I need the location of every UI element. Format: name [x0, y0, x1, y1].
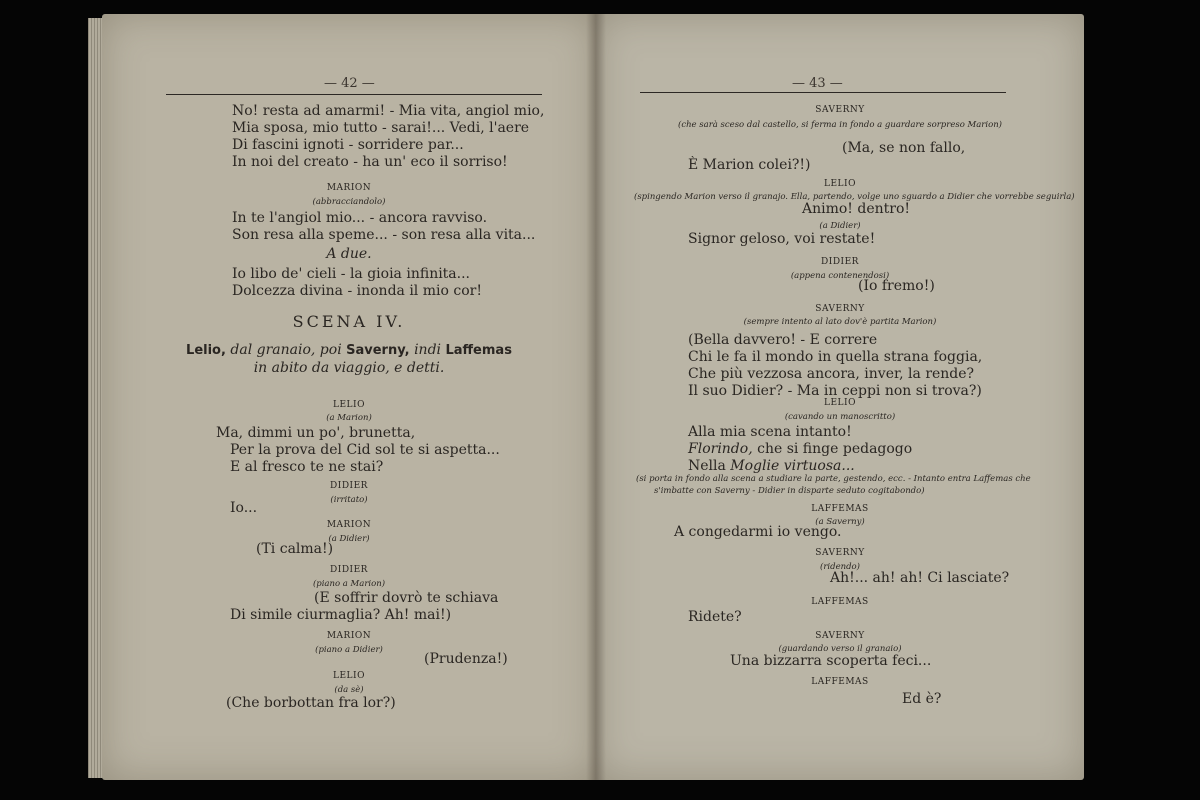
verse-line: Mia sposa, mio tutto - sarai!... Vedi, l'aere	[232, 120, 530, 136]
verse-line: (Ti calma!)	[256, 541, 334, 557]
verse-line: Ah!... ah! ah! Ci lasciate?	[830, 570, 1010, 586]
verse-line: È Marion colei?!)	[688, 157, 811, 173]
cast-note: dal granaio, poi	[230, 342, 342, 358]
speaker-name: LELIO	[333, 400, 365, 410]
left-folio: — 42 —	[324, 76, 375, 91]
verse-line: Ridete?	[688, 609, 742, 625]
verse-line: (Che borbottan fra lor?)	[226, 695, 396, 711]
verse-line: In te l'angiol mio... - ancora ravviso.	[232, 210, 488, 226]
verse-line: Per la prova del Cid sol te si aspetta...	[230, 442, 500, 458]
verse-line: (Bella davvero! - E correre	[688, 332, 878, 348]
cast-name: Laffemas	[445, 343, 512, 358]
stage-direction: (piano a Marion)	[312, 579, 386, 589]
verse-line: (Prudenza!)	[424, 651, 508, 667]
verse-line: Io...	[230, 500, 258, 516]
cast-note: in abito da viaggio, e detti.	[253, 360, 445, 376]
verse-line: Ma, dimmi un po', brunetta,	[216, 425, 416, 441]
stage-direction: (a Saverny)	[815, 517, 865, 527]
stage-direction: (che sarà sceso dal castello, si ferma in fondo a guardare sorpreso Marion)	[678, 120, 1002, 130]
verse-line: (Io fremo!)	[858, 278, 935, 294]
verse-line: Il suo Didier? - Ma in ceppi non si trova?)	[688, 383, 982, 399]
left-rule	[166, 94, 542, 95]
speaker-name: LAFFEMAS	[811, 597, 869, 607]
stage-direction: (cavando un manoscritto)	[784, 412, 896, 422]
speaker-name: DIDIER	[330, 481, 368, 491]
stage-direction: (irritato)	[330, 495, 368, 505]
scene-heading: SCENA IV.	[292, 312, 406, 331]
cast-name: Lelio,	[186, 343, 226, 358]
speaker-name: LAFFEMAS	[811, 677, 869, 687]
stage-direction: (abbracciandolo)	[312, 197, 386, 207]
speaker-name: MARION	[326, 520, 372, 530]
verse-line: A congedarmi io vengo.	[674, 524, 842, 540]
stage-direction: (spingendo Marion verso il granajo. Ella, partendo, volge uno sguardo a Didier che vorrebbe seguirla)	[634, 192, 1075, 202]
verse-text: Nella	[688, 458, 731, 474]
stage-direction: (da sè)	[334, 685, 364, 695]
verse-line: Animo! dentro!	[802, 201, 911, 217]
cast-line	[102, 342, 596, 359]
right-rule	[640, 92, 1006, 93]
verse-line: Chi le fa il mondo in quella strana foggia,	[688, 349, 983, 365]
play-title: Moglie virtuosa...	[730, 458, 855, 474]
verse-line: Dolcezza divina - inonda il mio cor!	[232, 283, 482, 299]
stage-direction: (appena contenendosi)	[790, 271, 890, 281]
verse-line: E al fresco te ne stai?	[230, 459, 384, 475]
stage-direction: (ridendo)	[820, 562, 860, 572]
speaker-name: DIDIER	[330, 565, 368, 575]
speaker-name: SAVERNY	[815, 631, 865, 641]
stage-direction: (a Didier)	[819, 221, 861, 231]
verse-line: Che più vezzosa ancora, inver, la rende?	[688, 366, 975, 382]
book-spine	[586, 14, 606, 780]
verse-line: Son resa alla speme... - son resa alla vita...	[232, 227, 536, 243]
verse-line: Di fascini ignoti - sorridere par...	[232, 137, 464, 153]
verse-line: Alla mia scena intanto!	[688, 424, 852, 440]
speaker-name: DIDIER	[821, 257, 859, 267]
stage-direction: (si porta in fondo alla scena a studiare la parte, gestendo, ecc. - Intanto entra Laffemas che	[636, 474, 1031, 484]
speaker-name: SAVERNY	[815, 548, 865, 558]
right-folio: — 43 —	[792, 76, 843, 91]
cast-name: Saverny,	[346, 343, 410, 358]
speaker-name: SAVERNY	[815, 304, 865, 314]
speaker-name: LELIO	[824, 398, 856, 408]
verse-line	[688, 441, 912, 457]
stage-direction: (sempre intento al lato dov'è partita Marion)	[743, 317, 937, 327]
speaker-name: LELIO	[824, 179, 856, 189]
stage-direction: (piano a Didier)	[315, 645, 383, 655]
stage-direction: s'imbatte con Saverny - Didier in disparte seduto cogitabondo)	[654, 486, 925, 496]
verse-line: In noi del creato - ha un' eco il sorriso!	[232, 154, 508, 170]
stage-direction: (guardando verso il granaio)	[778, 644, 902, 654]
speaker-name: LAFFEMAS	[811, 504, 869, 514]
speaker-name: SAVERNY	[815, 105, 865, 115]
verse-line: Una bizzarra scoperta feci...	[730, 653, 932, 669]
verse-line: Io libo de' cieli - la gioia infinita...	[232, 266, 471, 282]
verse-line: (Ma, se non fallo,	[842, 140, 966, 156]
speaker-name: MARION	[326, 183, 372, 193]
a-due: A due.	[326, 246, 372, 262]
verse-text: che si finge pedagogo	[752, 441, 913, 457]
verse-line: Signor geloso, voi restate!	[688, 231, 876, 247]
cast-note: indi	[414, 342, 442, 358]
verse-line: No! resta ad amarmi! - Mia vita, angiol mio,	[232, 103, 545, 119]
character-name: Florindo,	[688, 441, 753, 457]
verse-line: Di simile ciurmaglia? Ah! mai!)	[230, 607, 452, 623]
verse-line: Ed è?	[902, 691, 942, 707]
stage-direction: (a Marion)	[326, 413, 372, 423]
left-page	[102, 14, 596, 780]
speaker-name: LELIO	[333, 671, 365, 681]
verse-line: (E soffrir dovrò te schiava	[314, 590, 499, 606]
right-page	[596, 14, 1084, 780]
stage-direction: (a Didier)	[328, 534, 370, 544]
speaker-name: MARION	[326, 631, 372, 641]
